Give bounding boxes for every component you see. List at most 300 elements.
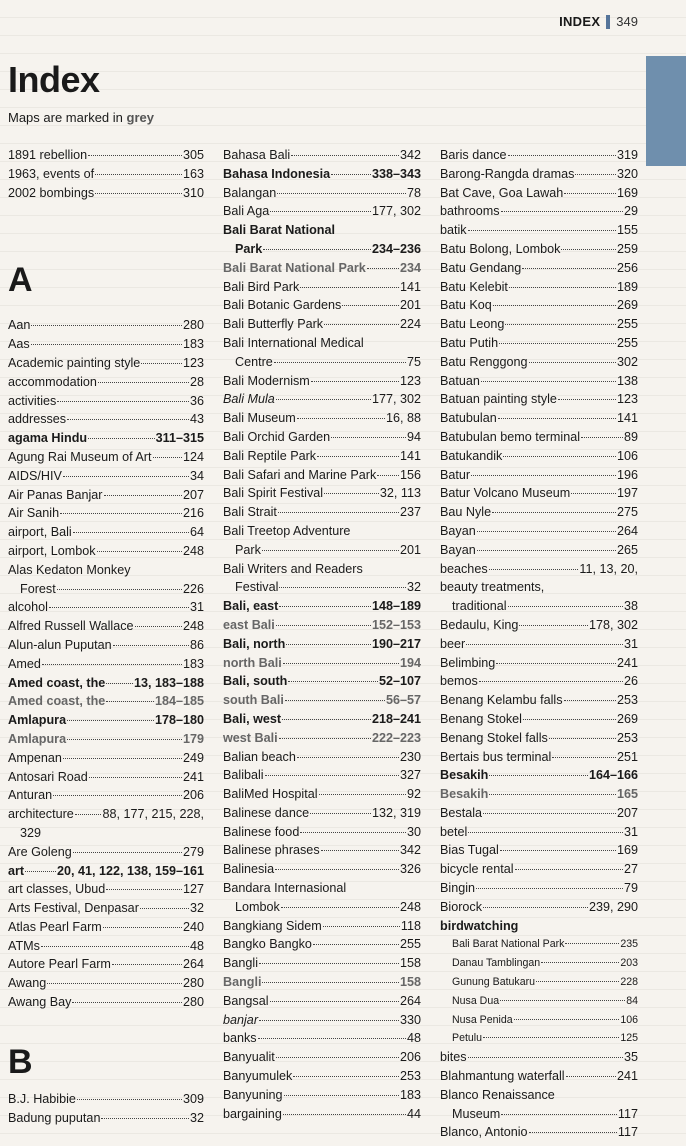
index-entry (440, 935, 638, 954)
index-entry-heading: 329 (20, 825, 42, 840)
entry-pages: 310 (182, 185, 204, 200)
index-entry (440, 503, 638, 522)
index-entry (8, 316, 204, 335)
entry-pages: 117 (617, 1106, 638, 1121)
index-entry (8, 448, 204, 467)
entry-term: Anturan (8, 788, 53, 803)
spacer (8, 300, 204, 316)
entry-pages: 327 (399, 768, 421, 783)
entry-pages: 13, 183–188 (133, 675, 204, 690)
index-entry (223, 1086, 421, 1105)
entry-term: art classes, Ubud (8, 882, 106, 897)
index-entry (8, 655, 204, 674)
entry-term: Centre (235, 354, 273, 369)
index-entry (223, 146, 421, 165)
entry-pages: 264 (616, 523, 638, 538)
entry-term: Bali Spirit Festival (223, 486, 324, 501)
index-entry (440, 278, 638, 297)
entry-term: Academic painting style (8, 355, 141, 370)
leader-dots (72, 1002, 182, 1003)
leader-dots (279, 738, 371, 739)
index-entry-heading: birdwatching (440, 918, 519, 933)
entry-term: traditional (452, 599, 507, 614)
leader-dots (276, 399, 371, 400)
leader-dots (499, 343, 616, 344)
index-entry (8, 146, 204, 165)
leader-dots (476, 888, 623, 889)
entry-pages: 28 (189, 374, 204, 389)
index-entry (440, 409, 638, 428)
entry-term: Badung puputan (8, 1110, 101, 1125)
entry-term: Bangsal (223, 993, 269, 1008)
entry-term: Bahasa Bali (223, 148, 291, 162)
entry-term: east Bali (223, 617, 275, 632)
entry-term: Amlapura (8, 713, 67, 728)
entry-pages: 280 (182, 318, 204, 333)
entry-pages: 253 (616, 730, 638, 745)
index-entry (440, 522, 638, 541)
entry-pages: 30 (406, 824, 421, 839)
leader-dots (514, 1019, 620, 1020)
entry-term: Balinesia (223, 862, 275, 877)
entry-pages: 320 (616, 166, 638, 181)
entry-pages: 52–107 (378, 674, 421, 689)
entry-pages: 141 (616, 411, 638, 426)
entry-term: Balian beach (223, 749, 296, 764)
index-entry-heading: Blanco Renaissance (440, 1087, 555, 1102)
entry-pages: 92 (406, 787, 421, 802)
section-label: INDEX (559, 14, 601, 29)
entry-pages: 256 (616, 260, 638, 275)
entry-term: Bali, north (223, 636, 286, 651)
entry-term: Blahmantung waterfall (440, 1069, 565, 1084)
leader-dots (471, 475, 616, 476)
entry-term: Agung Rai Museum of Art (8, 449, 152, 464)
index-entry (440, 1105, 638, 1124)
leader-dots (98, 382, 189, 383)
entry-term: Benang Stokel (440, 711, 522, 726)
leader-dots (541, 962, 619, 963)
leader-dots (25, 871, 56, 872)
entry-pages: 31 (189, 600, 204, 615)
index-entry (440, 372, 638, 391)
entry-pages: 253 (616, 693, 638, 708)
entry-pages: 207 (616, 805, 638, 820)
index-entry (440, 334, 638, 353)
entry-term: Biorock (440, 899, 482, 914)
leader-dots (565, 943, 619, 944)
leader-dots (73, 852, 182, 853)
entry-term: Benang Stokel falls (440, 730, 548, 745)
entry-pages: 184–185 (154, 694, 204, 709)
entry-term: Bingin (440, 881, 476, 896)
entry-term: B.J. Habibie (8, 1091, 76, 1106)
entry-term: Bangkiang Sidem (223, 918, 322, 933)
entry-term: ATMs (8, 938, 40, 953)
leader-dots (106, 889, 182, 890)
entry-pages: 342 (399, 148, 421, 162)
leader-dots (529, 1132, 617, 1133)
entry-term: Air Panas Banjar (8, 487, 103, 502)
entry-term: Benang Kelambu falls (440, 693, 563, 708)
index-entry (440, 860, 638, 879)
index-entry (440, 616, 638, 635)
entry-pages: 141 (399, 279, 421, 294)
leader-dots (140, 908, 189, 909)
index-entry (440, 259, 638, 278)
maps-note (8, 110, 154, 126)
entry-term: Bayan (440, 542, 476, 557)
entry-term: Bali, east (223, 599, 279, 614)
entry-pages: 280 (182, 995, 204, 1010)
leader-dots (477, 531, 616, 532)
leader-dots (293, 1076, 399, 1077)
leader-dots (331, 174, 371, 175)
index-entry-heading: Bali Writers and Readers (223, 561, 363, 576)
entry-term: Bali Safari and Marine Park (223, 467, 377, 482)
index-entry (223, 296, 421, 315)
entry-pages: 16, 88 (385, 411, 421, 426)
leader-dots (508, 155, 616, 156)
leader-dots (489, 794, 616, 795)
entry-pages: 279 (182, 844, 204, 859)
leader-dots (323, 926, 400, 927)
entry-term: airport, Lombok (8, 543, 96, 558)
index-entry (440, 804, 638, 823)
index-entry (440, 1011, 638, 1030)
entry-pages: 127 (182, 882, 204, 897)
entry-pages: 56–57 (385, 693, 421, 708)
leader-dots (515, 869, 623, 870)
leader-dots (310, 813, 371, 814)
entry-pages: 264 (399, 993, 421, 1008)
entry-term: Bau Nyle (440, 505, 492, 520)
index-entry (440, 992, 638, 1011)
entry-pages: 305 (182, 148, 204, 162)
leader-dots (112, 964, 182, 965)
entry-term: Batuan painting style (440, 392, 557, 407)
leader-dots (342, 305, 399, 306)
index-entry (440, 1123, 638, 1142)
entry-term: Bali Modernism (223, 373, 310, 388)
leader-dots (297, 757, 399, 758)
leader-dots (270, 1001, 399, 1002)
leader-dots (286, 644, 371, 645)
entry-term: Aas (8, 337, 30, 352)
entry-term: Are Goleng (8, 844, 72, 859)
entry-term: Balinese phrases (223, 843, 320, 858)
entry-term: Balinese food (223, 824, 300, 839)
index-entry (440, 184, 638, 203)
index-entry-heading: Bali Barat National (223, 223, 335, 238)
entry-term: Bali Strait (223, 505, 277, 520)
entry-pages: 43 (189, 412, 204, 427)
index-entry (440, 597, 638, 616)
leader-dots (519, 625, 588, 626)
entry-term: Batu Putih (440, 335, 499, 350)
index-entry (223, 672, 421, 691)
index-entry (440, 785, 638, 804)
index-entry (8, 1109, 204, 1128)
index-entry (223, 184, 421, 203)
leader-dots (258, 1038, 406, 1039)
entry-term: Park (235, 241, 263, 256)
index-entry (440, 447, 638, 466)
index-entry (8, 692, 204, 711)
entry-term: Barong-Rangda dramas (440, 166, 575, 181)
entry-term: alcohol (8, 600, 48, 615)
index-entry (8, 467, 204, 486)
leader-dots (468, 230, 616, 231)
entry-pages: 164–166 (588, 768, 638, 783)
index-entry-heading: beauty treatments, (440, 580, 545, 595)
entry-pages: 84 (626, 994, 638, 1007)
index-entry (223, 1011, 421, 1030)
leader-dots (106, 683, 133, 684)
entry-pages: 218–241 (371, 711, 421, 726)
entry-pages: 230 (399, 749, 421, 764)
leader-dots (483, 907, 588, 908)
index-entry (223, 165, 421, 184)
entry-term: Bestala (440, 805, 483, 820)
index-column-1 (8, 146, 204, 1127)
entry-pages: 203 (620, 957, 638, 970)
entry-term: Bahasa Indonesia (223, 166, 331, 181)
leader-dots (492, 512, 616, 513)
index-entry (440, 466, 638, 485)
entry-term: bites (440, 1050, 467, 1065)
entry-pages: 241 (182, 769, 204, 784)
index-entry (223, 597, 421, 616)
index-entry (223, 240, 421, 259)
entry-pages: 29 (623, 204, 638, 219)
entry-pages: 237 (399, 505, 421, 520)
entry-term: Arts Festival, Denpasar (8, 901, 139, 916)
leader-dots (53, 795, 182, 796)
leader-dots (63, 758, 182, 759)
spacer (8, 1012, 204, 1042)
leader-dots (113, 645, 189, 646)
entry-term: BaliMed Hospital (223, 787, 318, 802)
entry-pages: 248 (182, 619, 204, 634)
entry-pages: 124 (182, 449, 204, 464)
entry-pages: 228 (620, 976, 638, 989)
entry-pages: 269 (616, 298, 638, 313)
index-entry (223, 372, 421, 391)
leader-dots (468, 1057, 623, 1058)
entry-term: Bali Barat National Park (223, 260, 366, 275)
entry-pages: 165 (616, 787, 638, 802)
index-entry (440, 1029, 638, 1048)
entry-pages: 330 (399, 1012, 421, 1027)
entry-pages: 207 (182, 487, 204, 502)
entry-pages: 239, 290 (588, 899, 638, 914)
entry-term: Blanco, Antonio (440, 1125, 528, 1140)
entry-term: Awang (8, 976, 47, 991)
entry-term: Bali Bird Park (223, 279, 300, 294)
entry-pages: 44 (406, 1106, 421, 1121)
leader-dots (500, 1000, 625, 1001)
entry-term: Aan (8, 318, 31, 333)
entry-pages: 158 (399, 975, 421, 990)
entry-pages: 89 (623, 429, 638, 444)
index-entry (440, 484, 638, 503)
running-header (559, 14, 638, 29)
leader-dots (41, 946, 189, 947)
index-entry (440, 898, 638, 917)
entry-term: Batur (440, 467, 471, 482)
index-entry (223, 898, 421, 917)
index-entry (223, 447, 421, 466)
entry-pages: 27 (623, 862, 638, 877)
index-entry (8, 354, 204, 373)
entry-pages: 241 (616, 655, 638, 670)
entry-term: Bali Orchid Garden (223, 429, 331, 444)
entry-term: banjar (223, 1012, 259, 1027)
entry-pages: 32 (406, 580, 421, 595)
index-entry (223, 635, 421, 654)
index-entry (223, 992, 421, 1011)
index-entry (8, 880, 204, 899)
entry-pages: 26 (623, 674, 638, 689)
index-entry (223, 503, 421, 522)
leader-dots (49, 607, 189, 608)
index-entry (223, 654, 421, 673)
leader-dots (509, 287, 616, 288)
index-entry (223, 353, 421, 372)
entry-term: agama Hindu (8, 431, 88, 446)
entry-pages: 248 (399, 899, 421, 914)
entry-pages: 32 (189, 1110, 204, 1125)
entry-pages: 118 (400, 918, 421, 933)
leader-dots (501, 1114, 617, 1115)
index-entry (8, 410, 204, 429)
entry-term: Bedaulu, King (440, 617, 519, 632)
leader-dots (97, 551, 182, 552)
entry-pages: 206 (399, 1050, 421, 1065)
index-entry (440, 748, 638, 767)
entry-term: banks (223, 1031, 257, 1046)
index-entry (440, 841, 638, 860)
leader-dots (275, 869, 399, 870)
index-entry (440, 654, 638, 673)
index-entry (8, 165, 204, 184)
entry-pages: 275 (616, 505, 638, 520)
entry-pages: 222–223 (371, 730, 421, 745)
entry-term: Amlapura (8, 731, 67, 746)
index-entry (223, 973, 421, 992)
index-entry (223, 917, 421, 936)
entry-pages: 32 (189, 901, 204, 916)
entry-pages: 241 (616, 1069, 638, 1084)
entry-pages: 117 (617, 1125, 638, 1140)
entry-term: Batu Bolong, Lombok (440, 241, 561, 256)
leader-dots (276, 625, 371, 626)
entry-term: Bali Reptile Park (223, 448, 317, 463)
entry-pages: 190–217 (371, 636, 421, 651)
entry-term: Bali, west (223, 711, 282, 726)
leader-dots (291, 155, 399, 156)
entry-pages: 234 (399, 260, 421, 275)
entry-term: Bali Mula (223, 392, 275, 407)
entry-term: Air Sanih (8, 506, 60, 521)
entry-pages: 224 (399, 317, 421, 332)
leader-dots (77, 1099, 182, 1100)
index-entry (8, 636, 204, 655)
entry-pages: 259 (616, 241, 638, 256)
leader-dots (297, 418, 385, 419)
entry-term: beer (440, 636, 466, 651)
entry-pages: 32, 113 (379, 486, 421, 501)
entry-term: Banyumulek (223, 1069, 293, 1084)
leader-dots (508, 606, 623, 607)
entry-pages: 35 (623, 1050, 638, 1065)
entry-pages: 169 (616, 185, 638, 200)
leader-dots (278, 512, 399, 513)
index-entry (8, 1090, 204, 1109)
entry-pages: 240 (182, 919, 204, 934)
index-entry (8, 184, 204, 203)
entry-term: Bali Butterfly Park (223, 317, 324, 332)
index-entry (223, 729, 421, 748)
entry-term: betel (440, 824, 468, 839)
entry-pages: 194 (399, 655, 421, 670)
index-entry (223, 541, 421, 560)
section-letter: A (8, 261, 33, 300)
leader-dots (500, 850, 616, 851)
leader-dots (67, 419, 189, 420)
index-column-3 (440, 146, 638, 1142)
entry-pages: 132, 319 (371, 805, 421, 820)
leader-dots (277, 193, 406, 194)
leader-dots (67, 739, 182, 740)
index-entry (8, 617, 204, 636)
entry-term: bemos (440, 674, 478, 689)
entry-term: Bertais bus terminal (440, 749, 552, 764)
index-entry (8, 674, 204, 693)
entry-pages: 64 (189, 525, 204, 540)
index-entry (223, 484, 421, 503)
leader-dots (523, 719, 616, 720)
entry-pages: 94 (406, 429, 421, 444)
leader-dots (88, 438, 155, 439)
index-entry (8, 786, 204, 805)
entry-term: activities (8, 393, 57, 408)
leader-dots (67, 720, 154, 721)
entry-term: Amed coast, the (8, 675, 106, 690)
leader-dots (95, 174, 182, 175)
entry-pages: 179 (182, 731, 204, 746)
leader-dots (377, 475, 399, 476)
leader-dots (259, 963, 399, 964)
entry-pages: 280 (182, 976, 204, 991)
index-entry (8, 730, 204, 749)
header-accent-bar (606, 15, 610, 29)
index-entry (440, 954, 638, 973)
index-entry (223, 954, 421, 973)
index-entry (8, 335, 204, 354)
index-entry (8, 862, 204, 881)
entry-term: Bali, south (223, 674, 288, 689)
leader-dots (153, 457, 182, 458)
leader-dots (262, 982, 399, 983)
entry-pages: 265 (616, 542, 638, 557)
index-entry (8, 373, 204, 392)
index-entry (440, 879, 638, 898)
index-entry (8, 843, 204, 862)
leader-dots (552, 757, 616, 758)
index-entry (8, 580, 204, 599)
